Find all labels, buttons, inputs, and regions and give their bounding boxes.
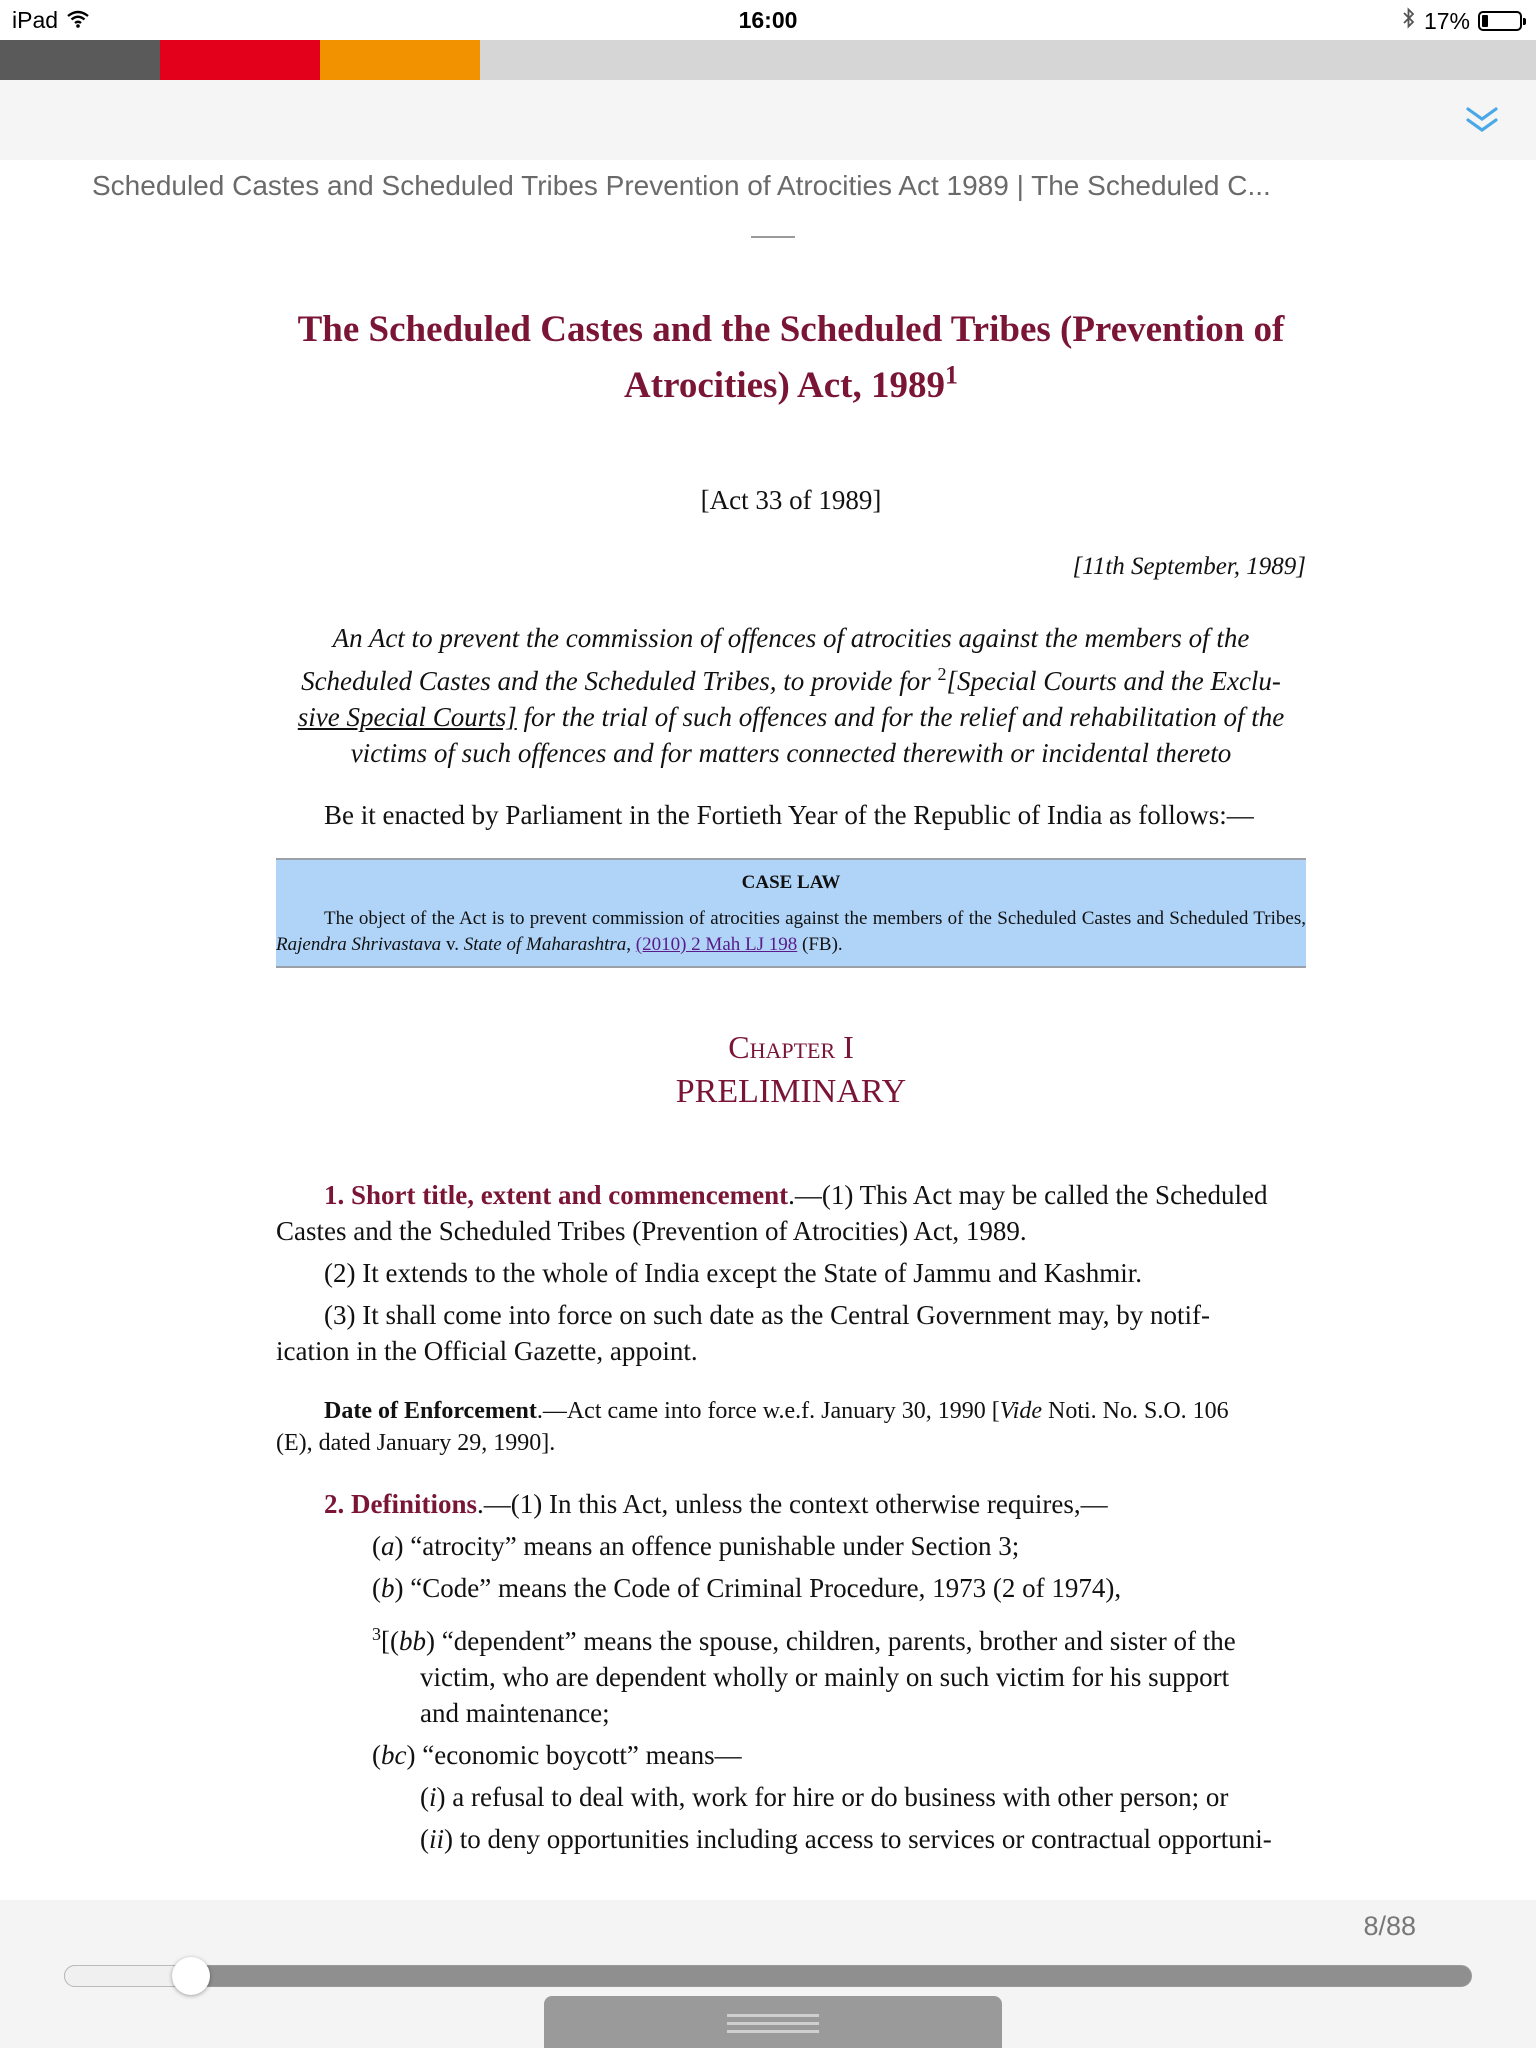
- clause-label: b: [381, 1573, 395, 1603]
- battery-icon: [1478, 11, 1522, 31]
- preamble: [276, 620, 1306, 771]
- definition-bb: $^3$[(bb) “dependent” means the spouse, children, parents, brother and sister of the: [372, 1624, 1236, 1656]
- clause-label: bb: [398, 1626, 426, 1656]
- section-2-heading: 2. Definitions: [324, 1489, 478, 1519]
- definition-bb-cont: and maintenance;: [420, 1698, 610, 1728]
- definition-text: “dependent” means the spouse, children, parents, brother and sister of the: [434, 1626, 1236, 1656]
- definition-text: “Code” means the Code of Criminal Procedure, 1973 (2 of 1974),: [403, 1573, 1122, 1603]
- case-law-body: The object of the Act is to prevent commission of atrocities against the members of the Scheduled Castes and Scheduled Tribes,: [324, 908, 1306, 929]
- collapse-button[interactable]: [1454, 92, 1510, 148]
- definition-a: (a) “atrocity” means an offence punishable under Section 3;: [372, 1531, 1020, 1561]
- definition-bc: (bc) “economic boycott” means—: [372, 1740, 742, 1770]
- color-tab-gray[interactable]: [0, 40, 160, 80]
- enforcement-text: Noti. No. S.O. 106: [1041, 1398, 1229, 1424]
- status-right: [1402, 7, 1522, 35]
- footnote-2[interactable]: 2: [937, 664, 947, 684]
- case-versus: v.: [441, 934, 464, 955]
- clause-label: ii: [429, 1824, 445, 1854]
- clause-label: i: [429, 1782, 437, 1812]
- preamble-line: sive Special Courts]: [297, 702, 517, 732]
- case-law-heading: CASE LAW: [741, 872, 841, 893]
- section-1-clause-3: (3) It shall come into force on such date as the Central Government may, by notif-: [324, 1300, 1210, 1330]
- preamble-line: [Special Courts and the Exclu-: [946, 666, 1281, 696]
- preamble-line: An Act to prevent the commission of offences of atrocities against the members of the: [332, 623, 1250, 653]
- act-title-line1: The Scheduled Castes and the Scheduled Tribes (Prevention of: [297, 309, 1285, 350]
- definition-bb-cont: victim, who are dependent wholly or mainly on such victim for his support: [420, 1662, 1230, 1692]
- case-name: Rajendra Shrivastava: [276, 934, 442, 955]
- section-text: .—(1) This Act may be called the Scheduled: [788, 1180, 1268, 1210]
- grip-line: [727, 2014, 819, 2017]
- enforcement-line2: (E), dated January 29, 1990].: [276, 1430, 556, 1456]
- enforcement-label: Date of Enforcement: [324, 1398, 537, 1424]
- sub-clause-i: (i) a refusal to deal with, work for hire or do business with other person; or: [420, 1782, 1229, 1812]
- sub-clause-ii: (ii) to deny opportunities including access to services or contractual opportuni-: [420, 1824, 1272, 1854]
- citation-link[interactable]: (2010) 2 Mah LJ 198: [635, 934, 798, 955]
- case-separator: ,: [626, 934, 636, 955]
- title-divider: [751, 236, 795, 238]
- color-tab-bar: [0, 40, 1536, 80]
- clause-label: a: [381, 1531, 395, 1561]
- clause-label: bc: [381, 1740, 407, 1770]
- section-text: .—(1) In this Act, unless the context otherwise requires,—: [477, 1489, 1108, 1519]
- page-indicator: 8/88: [1363, 1911, 1416, 1941]
- case-law-box: [276, 858, 1306, 968]
- drawer-handle[interactable]: [544, 1996, 1002, 2048]
- footnote-3[interactable]: 3: [372, 1624, 381, 1644]
- device-name: iPad: [12, 7, 59, 33]
- act-title: [276, 302, 1306, 414]
- section-2: [276, 1486, 1306, 1857]
- color-tab-orange[interactable]: [320, 40, 480, 80]
- page-slider-thumb[interactable]: [172, 1957, 210, 1995]
- battery-percent: 17%: [1423, 7, 1470, 34]
- chapter-heading: [276, 1025, 1306, 1115]
- case-party: State of Maharashtra: [463, 934, 627, 955]
- preamble-line: victims of such offences and for matters connected therewith or incidental thereto: [350, 738, 1232, 768]
- case-bench: (FB).: [797, 934, 843, 955]
- page-slider-track[interactable]: [64, 1965, 1472, 1987]
- double-chevron-down-icon: [1464, 106, 1500, 134]
- reader-toolbar: [0, 80, 1536, 160]
- enforcement-vide: Vide: [999, 1398, 1042, 1424]
- enforcement-line1: [276, 1395, 1306, 1427]
- status-bar: [0, 0, 1536, 40]
- section-1-clause-2: (2) It extends to the whole of India except the State of Jammu and Kashmir.: [324, 1258, 1143, 1288]
- definition-b: (b) “Code” means the Code of Criminal Procedure, 1973 (2 of 1974),: [372, 1573, 1122, 1603]
- act-date: [11th September, 1989]: [1072, 553, 1306, 580]
- definition-text: “economic boycott” means—: [415, 1740, 742, 1770]
- section-1-line2: Castes and the Scheduled Tribes (Prevention of Atrocities) Act, 1989.: [276, 1216, 1027, 1246]
- case-law-text: [276, 906, 1306, 958]
- section-1-line1: [276, 1177, 1306, 1213]
- chapter-name: PRELIMINARY: [675, 1073, 907, 1110]
- clock: 16:00: [738, 7, 798, 33]
- act-number: [Act 33 of 1989]: [700, 485, 882, 515]
- grip-line: [727, 2022, 819, 2025]
- preamble-line: Scheduled Castes and the Scheduled Tribes, to provide for: [301, 666, 938, 696]
- act-title-line2: Atrocities) Act, 1989: [624, 365, 945, 406]
- definition-text: to deny opportunities including access to services or contractual opportuni-: [453, 1824, 1272, 1854]
- section-1-heading: 1. Short title, extent and commencement: [324, 1180, 789, 1210]
- definition-text: “atrocity” means an offence punishable under Section 3;: [403, 1531, 1020, 1561]
- enforcement-note: [276, 1395, 1306, 1459]
- chapter-number: Chapter I: [728, 1029, 854, 1065]
- section-1: [276, 1177, 1306, 1369]
- footnote-1[interactable]: 1: [944, 360, 958, 390]
- document-title: Scheduled Castes and Scheduled Tribes Prevention of Atrocities Act 1989 | The Scheduled C...: [92, 170, 1271, 201]
- color-tab-red[interactable]: [160, 40, 320, 80]
- bluetooth-icon: [1402, 7, 1416, 35]
- enforcement-text: .—Act came into force w.e.f. January 30, 1990 [: [536, 1398, 1000, 1424]
- enacting-formula: Be it enacted by Parliament in the Fortieth Year of the Republic of India as follows:—: [324, 800, 1254, 830]
- preamble-line: for the trial of such offences and for the relief and rehabilitation of the: [516, 702, 1285, 732]
- section-1-clause-3-cont: ication in the Official Gazette, appoint.: [276, 1336, 698, 1366]
- definition-text: a refusal to deal with, work for hire or do business with other person; or: [445, 1782, 1229, 1812]
- section-2-intro: [276, 1486, 1306, 1522]
- grip-line: [727, 2030, 819, 2033]
